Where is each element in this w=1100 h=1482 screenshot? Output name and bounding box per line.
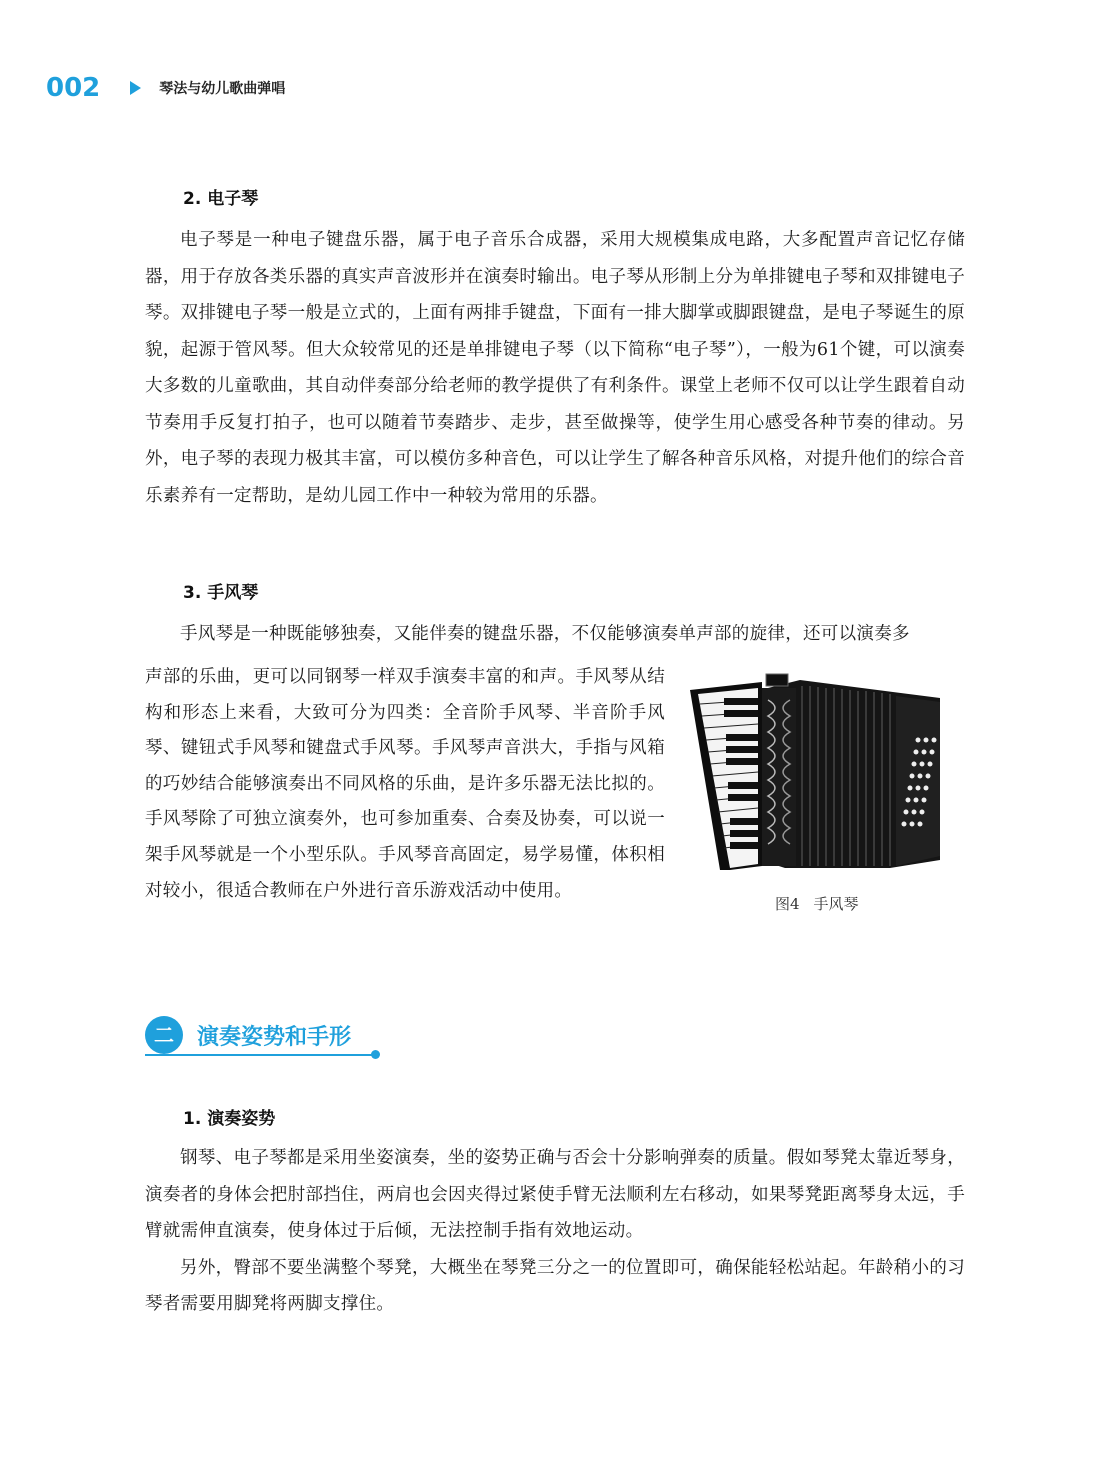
section-title: 演奏姿势和手形 [197,1025,352,1050]
accordion-image [690,660,960,880]
figure-caption-text: 手风琴 [813,895,859,913]
section-underline [145,1054,373,1056]
electronic-keyboard-paragraph: 电子琴是一种电子键盘乐器，属于电子音乐合成器，采用大规模集成电路，大多配置声音记忆存储器，用于存放各类乐器的真实声音波形并在演奏时输出。电子琴从形制上分为单排键电子琴和双排键电子琴。双排键电子琴一般是立式的，上面有两排手键盘，下面有一排大脚掌或脚跟键盘，是电子琴诞生的原貌，起源于管风琴。但大众较常见的还是单排键电子琴（以下简称“电子琴”），一般为61个键，可以演奏大多数的儿童歌曲，其自动伴奏部分给老师的教学提供了有利条件。课堂上老师不仅可以让学生跟着自动节奏用手反复打拍子，也可以随着节奏踏步、走步，甚至做操等，使学生用心感受各种节奏的律动。另外，电子琴的表现力极其丰富，可以模仿多种音色，可以让学生了解各种音乐风格，对提升他们的综合音乐素养有一定帮助，是幼儿园工作中一种较为常用的乐器。 [145,230,965,506]
accordion-paragraph-line1: 手风琴是一种既能够独奏，又能伴奏的键盘乐器，不仅能够演奏单声部的旋律，还可以演奏多 [180,624,910,644]
electronic-keyboard-section [145,222,965,514]
posture-paragraph-1: 钢琴、电子琴都是采用坐姿演奏，坐的姿势正确与否会十分影响弹奏的质量。假如琴凳太靠近琴身，演奏者的身体会把肘部挡住，两肩也会因夹得过紧使手臂无法顺利左右移动，如果琴凳距离琴身太远，手臂就需伸直演奏，使身体过于后倾，无法控制手指有效地运动。 [145,1148,965,1241]
page-number: 002 [46,73,101,103]
figure-number: 图4 [775,895,800,913]
book-title: 琴法与幼儿歌曲弹唱 [159,81,286,97]
section-number-badge: 二 [145,1016,183,1054]
play-arrow-icon [130,81,141,95]
page-header [46,72,285,104]
performance-posture-section [145,1140,965,1323]
heading-accordion: 3. 手风琴 [183,583,259,603]
accordion-paragraph-rest: 声部的乐曲，更可以同钢琴一样双手演奏丰富的和声。手风琴从结构和形态上来看，大致可分为四类：全音阶手风琴、半音阶手风琴、键钮式手风琴和键盘式手风琴。手风琴声音洪大，手指与风箱的巧妙结合能够演奏出不同风格的乐曲，是许多乐器无法比拟的。手风琴除了可独立演奏外，也可参加重奏、合奏及协奏，可以说一架手风琴就是一个小型乐队。手风琴音高固定，易学易懂，体积相对较小，很适合教师在户外进行音乐游戏活动中使用。 [145,667,665,901]
accordion-figure [690,660,960,880]
posture-paragraph-2: 另外，臀部不要坐满整个琴凳，大概坐在琴凳三分之一的位置即可，确保能轻松站起。年龄稍小的习琴者需要用脚凳将两脚支撑住。 [145,1257,965,1314]
accordion-first-line [145,616,965,653]
section-heading-performance [145,1014,385,1054]
section-dot-icon [371,1050,380,1059]
heading-electronic-keyboard: 2. 电子琴 [183,189,259,209]
figure-caption [775,893,873,914]
heading-performance-posture: 1. 演奏姿势 [183,1109,276,1129]
